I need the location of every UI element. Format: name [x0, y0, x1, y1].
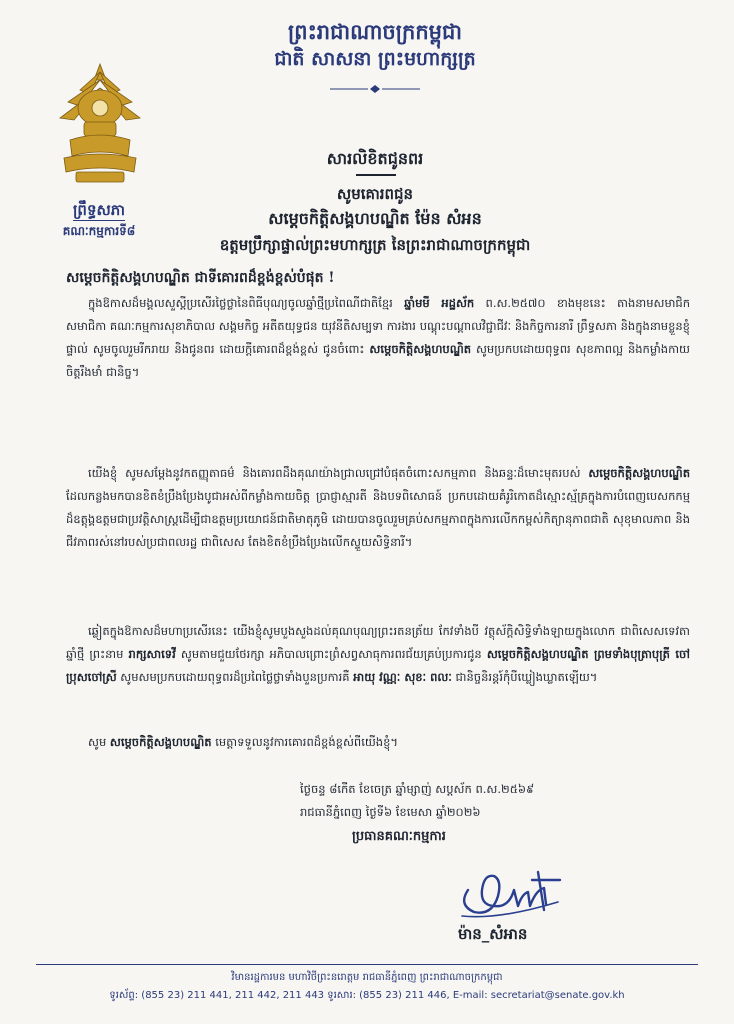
p3-text-c: សូមតាមជួយថែរក្សា អភិបាលព្រោះព្រំសព្វសាធុការពរជ័យគ្រប់ប្រការជូន	[175, 647, 487, 661]
paragraph-2	[66, 462, 690, 554]
p4-text-a: សូម	[88, 735, 110, 749]
title-divider	[356, 174, 396, 176]
p3-honorific: សម្ដេចកិត្តិសង្គហបណ្ឌិត ព្រមទាំងបុត្រាបុត្រី ចៅប្រុសចៅស្រី	[66, 647, 690, 684]
footer-contacts: ទូរស័ព្ទ: (855 23) 211 441, 211 442, 211 443 ទូរសារ: (855 23) 211 446, E-mail: secretariat@senate.gov.kh	[109, 990, 625, 1001]
p4-text-c: មេត្តាទទួលនូវការគោរពដ៏ខ្ពង់ខ្ពស់ពីយើងខ្ញុំ។	[211, 735, 398, 749]
paragraph-3	[66, 620, 690, 689]
letter-type: សារលិខិតជូនពរ	[326, 149, 424, 168]
p1-honorific: សម្ដេចកិត្តិសង្គហបណ្ឌិត	[369, 342, 472, 356]
handwritten-signature-icon	[448, 850, 578, 925]
p3-text-g: ជានិច្ចនិរន្តរ៍កុំបីឃ្លៀងឃ្លាតឡើយ។	[451, 670, 598, 684]
recipient-name: សម្ដេចកិត្តិសង្គហបណ្ឌិត ម៉ែន សំអន	[268, 209, 482, 228]
senate-emblem-icon	[50, 60, 150, 188]
p3-deity-name: រាក្សសាទេវី	[128, 647, 176, 661]
solar-date: រាជធានីភ្នំពេញ ថ្ងៃទី៦ ខែមេសា ឆ្នាំ២០២៦	[300, 805, 481, 819]
organization-name: ព្រឹទ្ធសភា	[72, 201, 126, 219]
p3-text-a: ឆ្លៀតក្នុងឱកាសដ៏មហាប្រសើរនេះ យើងខ្ញុំសូមបួងសួងដល់គុណបុណ្យព្រះរតនត្រ័យ កែវទាំងបី វត្ថុស័ក្ដិសិទ្ធិទាំងឡាយក្នុងលោក ជាពិសេសទេវតាឆ្នាំថ្មី ព្រះនាម	[66, 624, 690, 661]
footer-address: វិមានរដ្ឋការមន មហាវិថីព្រះនរោត្តម រាជធានីភ្នំពេញ ព្រះរាជាណាចក្រកម្ពុជា	[231, 972, 503, 983]
p2-text-a: យើងខ្ញុំ សូមសម្ដែងនូវកតញ្ញុតាធម៌ និងគោរពដឹងគុណយ៉ាងជ្រាលជ្រៅបំផុតចំពោះសកម្មភាព និងឆន្ទៈដ៏មោះមុតរបស់	[88, 466, 589, 480]
kingdom-title: ព្រះរាជាណាចក្រកម្ពុជា	[287, 19, 462, 44]
kingdom-header	[210, 18, 540, 72]
footer-divider	[36, 964, 698, 965]
committee-name: គណៈកម្មការទី៨	[62, 224, 136, 238]
p1-text-a: ក្នុងឱកាសដ៏មង្គលសួស្ដីប្រសើរថ្លៃថ្លានៃពិធីបុណ្យចូលឆ្នាំថ្មីប្រពៃណីជាតិខ្មែរ	[88, 296, 405, 310]
p3-blessings: អាយុ វណ្ណៈ សុខៈ ពលៈ	[353, 670, 452, 684]
p2-text-c: ដែលកន្លងមកបានខិតខំប្រឹងប្រែងបូជាអស់ពីកម្លាំងកាយចិត្ត ប្រាជ្ញាស្មារតី និងបទពិសោធន៍ ប្រកបដោយគំរូរិកោតដ៏ស្មោះស្ម័គ្រក្នុងការបំពេញបេសកកម្មដ៏ឧត្ដុង្គឧត្ដមជាប្រវត្តិសាស្ត្រដើម្បីជាឧត្ដមប្រយោជន៍ជាតិមាតុភូមិ ដោយបានចូលរួមគ្រប់សកម្មភាពក្នុងការលើកកម្ពស់កិត្យានុភាពជាតិ សុខុមាលភាព និងជីវភាពរស់នៅរបស់ប្រជាពលរដ្ឋ ជាពិសេស តែងខិតខំប្រឹងប្រែងលើកស្ទួយសិទ្ធិនារី។	[66, 489, 690, 549]
recipient-block	[110, 182, 640, 258]
recipient-greeting: សូមគោរពជូន	[336, 185, 414, 203]
p1-text-e: សូមប្រកបដោយពុទ្ធពរ សុខភាពល្អ និងកម្លាំងកាយចិត្តរឹងមាំ ជានិច្ច។	[66, 342, 691, 379]
salutation: សម្ដេចកិត្តិសង្គហបណ្ឌិត ជាទីគោរពដ៏ខ្ពង់ខ្ពស់បំផុត !	[66, 270, 335, 286]
recipient-title: ឧត្ដមប្រឹក្សាផ្ទាល់ព្រះមហាក្សត្រ នៃព្រះរាជាណាចក្រកម្ពុជា	[219, 236, 531, 254]
lunar-date: ថ្ងៃចន្ទ ៨កើត ខែចេត្រ ឆ្នាំម្សាញ់ សប្ដស័ក ព.ស.២៥៦៩	[300, 782, 535, 796]
p4-honorific: សម្ដេចកិត្តិសង្គហបណ្ឌិត	[109, 735, 212, 749]
p2-honorific: សម្ដេចកិត្តិសង្គហបណ្ឌិត	[588, 466, 690, 480]
p1-year: ឆ្នាំមមី អដ្ឋស័ក	[404, 296, 475, 310]
ornament-divider-icon	[330, 84, 420, 94]
national-motto: ជាតិ សាសនា ព្រះមហាក្សត្រ	[274, 48, 476, 70]
signatory-title: ប្រធានគណៈកម្មការ	[352, 829, 446, 844]
p3-text-e: សូមសមប្រកបដោយពុទ្ធពរដ៏ប្រពៃថ្លៃថ្លាទាំងបួនប្រការគឺ	[116, 670, 354, 684]
paragraph-4	[66, 731, 690, 754]
p1-text-c: ព.ស.២៥៧០ ខាងមុខនេះ តាងនាមសមាជិក សមាជិកា គណៈកម្មការសុខាភិបាល សង្គមកិច្ច អតីតយុទ្ធជន យុវនីតិសម្បទា ការងារ បណ្ដុះបណ្ដាលវិជ្ជាជីវៈ និងកិច្ចការនារី ព្រឹទ្ធសភា និងក្នុងនាមខ្លួនខ្ញុំផ្ទាល់ សូមចូលរួមរីករាយ និងជូនពរ ដោយក្ដីគោរពដ៏ខ្ពង់ខ្ពស់ ជូនចំពោះ	[66, 296, 690, 356]
paragraph-1	[66, 292, 690, 384]
signatory-name: ម៉ាន_សំអាន	[458, 925, 528, 943]
